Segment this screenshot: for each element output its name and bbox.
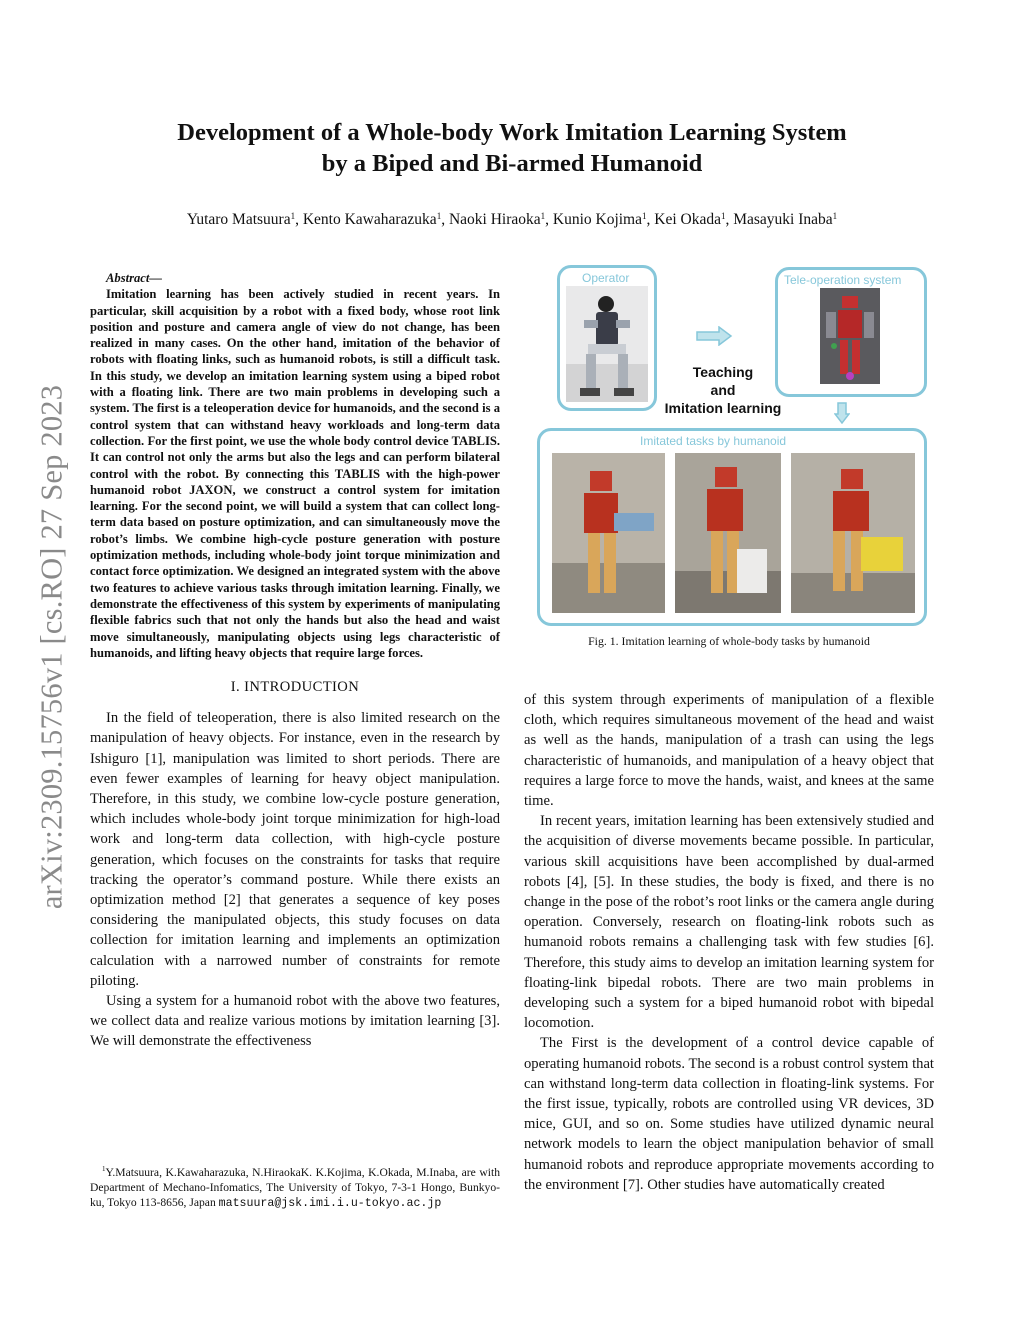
abstract-heading: Abstract— [106,271,162,285]
footnote-marker: 1 [102,1165,106,1173]
operator-photo [566,286,648,402]
intro-paragraph: In the field of teleoperation, there is also limited research on the manipulation of heavy objects. For instance, even in the research by Ishiguro [1], manipulation was limited to short periods. There are even fewer examples of learning for heavy object manipulation. Therefore, in this study, we combine low-cycle posture generation, which includes whole-body joint torque minimization for high-load work and long-term data collection, with high-cycle posture generation, which focuses on the constraints for tasks that require tracking the operator’s command posture. While there exists an optimization method [2] that generates a sequence of key poses considering the manipulated objects, this study focuses on data collection for imitation learning and implements an optimization calculation with a narrowed number of constraints for remote piloting. [90,710,500,989]
arrow-down-icon [834,402,850,424]
task-photo-heavy [791,453,915,613]
arxiv-identifier-text: arXiv:2309.15756v1 [cs.RO] 27 Sep 2023 [34,384,69,910]
footnote-text: Y.Matsuura, K.Kawaharazuka, N.HiraokaK. K.Kojima, K.Okada, M.Inaba, are with Department of Mechano-Infomatics, The University of Tokyo, 7-3-1 Hongo, Bunkyo-ku, Tokyo 113-8656, Japan [90,1166,500,1209]
imitated-tasks-label: Imitated tasks by humanoid [640,434,787,448]
task-photo-trash [675,453,781,613]
intro-paragraph: of this system through experiments of manipulation of a flexible cloth, which requires simultaneous movement of the head and waist as well as the hands, manipulation of a trash can using the legs characteristic of humanoids, and manipulation of a heavy object that requires a large force to move the hands, waist, and knees at the same time. [524,692,934,810]
teleoperation-label: Tele-operation system [784,273,902,287]
author: Naoki Hiraoka$^1$ [448,211,546,228]
imitated-tasks-panel [537,428,927,626]
right-column [524,690,934,1195]
operator-label: Operator [582,271,630,285]
task-photo-cloth [552,453,665,613]
abstract [90,270,500,661]
author: Kunio Kojima$^1$ [552,211,647,228]
author: Yutaro Matsuura$^1$ [186,211,296,228]
operator-panel [557,265,657,411]
teleoperation-panel [775,267,927,397]
author-email: matsuura@jsk.imi.i.u-tokyo.ac.jp [218,1197,442,1210]
title-line-2: by a Biped and Bi-armed Humanoid [321,150,703,177]
section-heading-introduction: I. INTRODUCTION [230,679,360,696]
title-line-1: Development of a Whole-body Work Imitation Learning System [177,119,847,146]
teaching-label: Teaching and Imitation learning [664,364,782,416]
author: Kento Kawaharazuka$^1$ [302,211,442,228]
author-list: Yutaro Matsuura$^1$, Kento Kawaharazuka$^1$, Naoki Hiraoka$^1$, Kunio Kojima$^1$, Kei Okada$^1$, Masayuki Inaba$^1$ [186,211,838,228]
author: Masayuki Inaba$^1$ [733,211,838,228]
arxiv-identifier [32,350,72,945]
left-column [90,270,500,1052]
teleoperation-render [820,288,880,384]
intro-paragraph: The First is the development of a control device capable of operating humanoid robots. The second is a robust control system that can withstand long-term data collection in floating-link systems. For the first issue, typically, robots are controlled using VR devices, 3D mice, GUI, and so on. Some studies have utilized dynamic neural network models to learn the object manipulation behavior of small humanoid robots and reproduce appropriate movements according to the environment [7]. Other studies have automatically created [524,1035,934,1193]
author: Kei Okada$^1$ [654,211,726,228]
abstract-text: Imitation learning has been actively studied in recent years. In particular, skill acquisition by a robot with a fixed body, whose root link position and posture and camera angle of view do not change, has been realized in many cases. On the other hand, imitation of the behavior of robots with floating links, such as humanoid robots, is still a difficult task. In this study, we develop an imitation learning system using a biped robot with a floating link. There are two main problems in developing such a system. The first is a teleoperation device for humanoids, and the second is a control system that can withstand heavy workloads and long-term data collection. For the first point, we use the whole body control device TABLIS. It can control not only the arms but also the legs and can perform bilateral control with the robot. By connecting this TABLIS with the high-power humanoid robot JAXON, we construct a control system for imitation learning. For the second point, we will build a system that can collect long-term data based on posture optimization, and can simultaneously move the robot’s limbs. We combine high-cycle posture generation with posture optimization methods, including whole-body joint torque minimization and contact force optimization. We designed an integrated system with the above two features to achieve various tasks through imitation learning. Finally, we demonstrate the effectiveness of this system by experiments of manipulating flexible fabrics such that not only the hands but also the head and waist move simultaneously, manipulating objects using legs characteristic of humanoids, and lifting heavy objects that require large forces. [90,287,500,660]
intro-paragraph: In recent years, imitation learning has been extensively studied and the acquisition of diverse movements became possible. In particular, various skill acquisitions have been accomplished by dual-armed robots [4], [5]. In these studies, the body is fixed, and there is no change in the pose of the robot’s root links or the camera angle during operation. Conversely, research on floating-link robots such as humanoid robots remains a challenging task with few studies [6]. Therefore, this study aims to develop an imitation learning system for floating-link bipedal robots. There are two main problems in developing such a system for a biped humanoid robot with bipedal locomotion. [524,813,934,1032]
arrow-right-icon [695,326,733,346]
affiliation-footnote [90,1162,500,1211]
figure-1 [537,262,927,626]
figure-caption: Fig. 1. Imitation learning of whole-body tasks by humanoid [588,634,870,648]
intro-paragraph: Using a system for a humanoid robot with the above two features, we collect data and realize various motions by imitation learning [3]. We will demonstrate the effectiveness [90,992,500,1050]
paper-title [100,117,924,179]
